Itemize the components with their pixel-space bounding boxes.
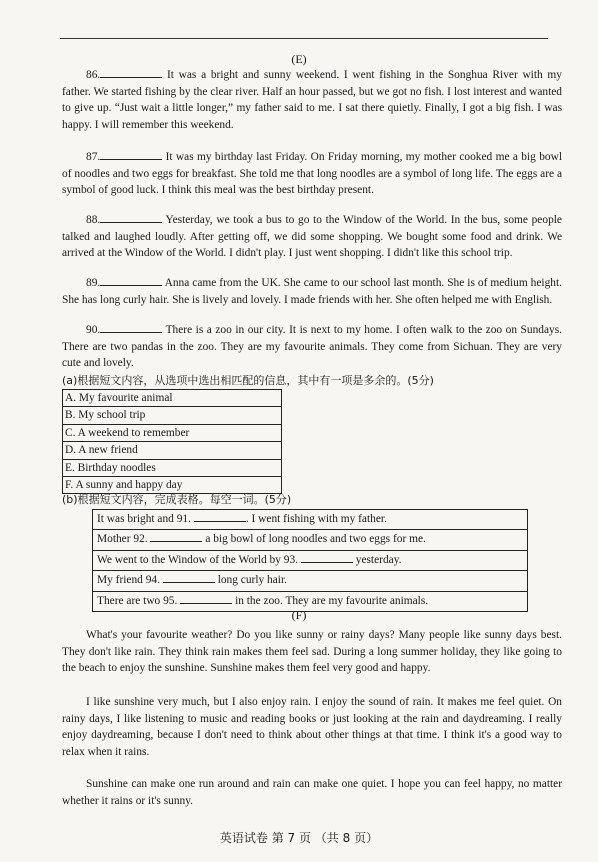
option-e: E. Birthday noodles [63, 460, 281, 477]
passage-88 [62, 212, 562, 262]
section-f-paragraph-1: What's your favourite weather? Do you like sunny or rainy days? Many people like sunny days best. They don't like rain. They think rain makes them feel sad. During a long summer holiday, they like going to the beach to enjoy the sunshine. Sunshine makes them feel very good and happy. [62, 629, 562, 675]
row-text-before: Mother 92. [97, 533, 148, 546]
row-text-before: There are two 95. [97, 594, 178, 607]
options-box [62, 389, 282, 494]
row-text-after: long curly hair. [217, 574, 287, 587]
row-text-after: . I went fishing with my father. [245, 513, 387, 525]
table-row [93, 571, 527, 591]
passage-number: 89. [86, 277, 101, 289]
option-a: A. My favourite animal [63, 390, 281, 407]
fill-in-table [92, 509, 528, 612]
answer-blank[interactable] [194, 511, 246, 522]
answer-blank[interactable] [163, 572, 215, 583]
option-b: B. My school trip [63, 407, 281, 424]
passage-text: It was my birthday last Friday. On Friday morning, my mother cooked me a big bowl of noodles and two eggs for breakfast. She told me that long noodles are a symbol of long life. The eggs are a symbol of good luck. I think this meal was the best birthday present. [62, 151, 562, 197]
table-row [93, 510, 527, 530]
passage-text: It was a bright and sunny weekend. I went fishing in the Songhua River with my father. We started fishing by the clear river. Half an hour passed, but we got no fish. I lost interest and wanted to give up. “Just wait a little longer,” my father said to me. I sat there quietly. Finally, I got a big fish. I was happy. I will remember this weekend. [62, 69, 562, 131]
row-text-before: My friend 94. [97, 574, 160, 587]
answer-blank[interactable] [100, 149, 162, 160]
section-f-paragraph-3: Sunshine can make one run around and rain can make one quiet. I hope you can feel happy, no matter whether it rains or it's sunny. [62, 778, 562, 807]
passage-number: 90. [86, 324, 101, 336]
passage-number: 88. [86, 214, 101, 226]
passage-86 [62, 67, 562, 133]
passage-text: Anna came from the UK. She came to our school last month. She is of medium height. She has long curly hair. She is lively and lovely. I made friends with her. She often helped me with English. [62, 277, 563, 306]
part-a-instruction: (a)根据短文内容，从选项中选出相匹配的信息，其中有一项是多余的。(5分) [62, 374, 434, 387]
row-text-after: a big bowl of long noodles and two eggs for me. [205, 533, 426, 546]
passage-text: There is a zoo in our city. It is next to my home. I often walk to the zoo on Sundays. There are two pandas in the zoo. They are my favourite animals. They come from Sichuan. They are very cute and lovely. [62, 324, 562, 370]
row-text-before: It was bright and 91. [97, 513, 191, 525]
passage-text: Yesterday, we took a bus to go to the Window of the World. In the bus, some people talked and laughed loudly. After getting off, we did some shopping. We bought some food and drink. We arrived at the Window of the World. I didn't play. I just went shopping. I didn't like this school trip. [62, 214, 562, 260]
answer-blank[interactable] [150, 531, 202, 542]
section-e-title: (E) [291, 52, 307, 66]
answer-blank[interactable] [100, 275, 162, 286]
passage-87 [62, 149, 562, 199]
option-f: F. A sunny and happy day [65, 478, 183, 491]
section-f-paragraph-2: I like sunshine very much, but I also enjoy rain. I enjoy the sound of rain. It makes me feel quiet. On rainy days, I like listening to music and reading books or just looking at the rain and daydreaming. I really enjoy daydreaming, because I don't need to think about other things at that time. I think it's a good way to relax when it rains. [62, 696, 562, 758]
row-text-after: in the zoo. They are my favourite animals. [235, 594, 429, 607]
option-d: D. A new friend [63, 442, 281, 459]
passage-number: 87. [86, 151, 101, 163]
row-text-after: yesterday. [355, 553, 402, 566]
part-b-instruction: (b)根据短文内容，完成表格。每空一词。(5分) [62, 493, 292, 506]
passage-90 [62, 322, 562, 372]
answer-blank[interactable] [301, 552, 353, 563]
section-f-title: (F) [291, 608, 307, 622]
page-footer: 英语试卷 第 7 页 （共 8 页） [219, 831, 379, 845]
answer-blank[interactable] [100, 212, 162, 223]
answer-blank[interactable] [100, 67, 162, 78]
table-row [93, 530, 527, 550]
top-rule [60, 38, 548, 39]
passage-number: 86. [86, 69, 101, 81]
row-text-before: We went to the Window of the World by 93. [97, 553, 299, 566]
answer-blank[interactable] [180, 593, 232, 604]
option-c: C. A weekend to remember [63, 425, 281, 442]
passage-89 [62, 275, 562, 308]
answer-blank[interactable] [100, 322, 162, 333]
table-row [93, 551, 527, 571]
